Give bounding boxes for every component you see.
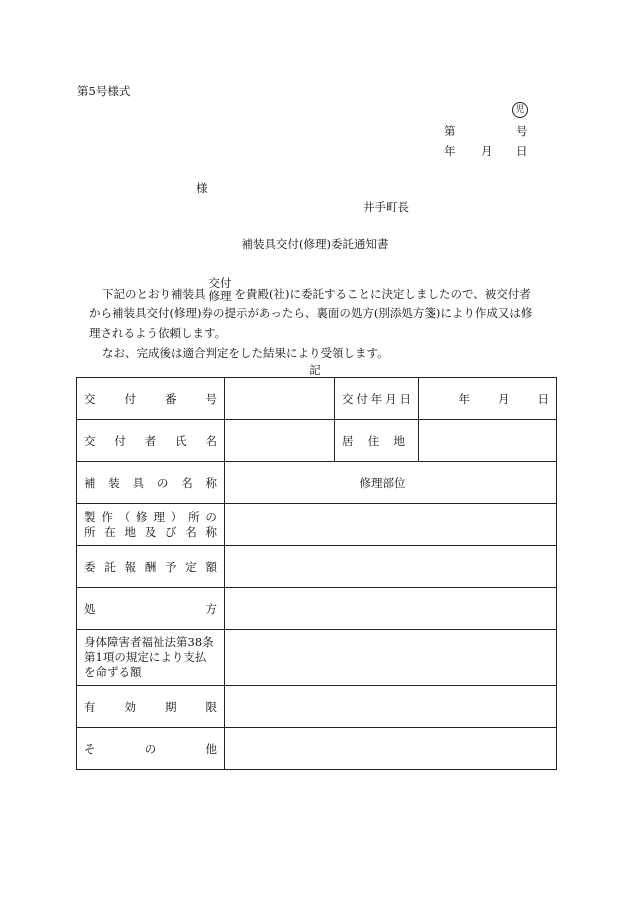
other-label bbox=[77, 728, 225, 770]
label-char: 及 bbox=[144, 524, 157, 539]
label-char: 月 bbox=[498, 391, 510, 406]
label-char: 交 bbox=[84, 433, 96, 448]
table-row bbox=[77, 504, 557, 546]
maker-line-1 bbox=[84, 510, 217, 525]
label-char: （ bbox=[118, 509, 131, 524]
date-month: 月 bbox=[481, 144, 493, 158]
body-line-4: なお、完成後は適合判定をした結果により受領します。 bbox=[102, 346, 389, 360]
label-char: 補 bbox=[84, 475, 96, 490]
law-line-2: 第1項の規定により支払 bbox=[84, 650, 207, 664]
label-char: 氏 bbox=[175, 433, 187, 448]
device-name-label bbox=[77, 462, 225, 504]
issue-date-label bbox=[335, 378, 419, 420]
body-line-1-post: を貴殿(社)に委託することに決定しましたので、被交付者 bbox=[234, 287, 531, 301]
law-line-1: 身体障害者福祉法第38条 bbox=[84, 635, 214, 649]
label-char: 効 bbox=[124, 699, 136, 714]
repair-part-label: 修理部位 bbox=[225, 462, 557, 504]
label-char: 報 bbox=[124, 559, 136, 574]
label-char: 限 bbox=[205, 699, 217, 714]
label-char: 製 bbox=[84, 509, 96, 524]
table-row bbox=[77, 420, 557, 462]
label-char: 称 bbox=[205, 524, 217, 539]
issue-number-field[interactable] bbox=[225, 378, 335, 420]
label-char: 在 bbox=[104, 524, 116, 539]
label-char: 交 bbox=[342, 391, 354, 406]
table-row bbox=[77, 728, 557, 770]
label-char: 託 bbox=[104, 559, 116, 574]
label-char: 修 bbox=[136, 509, 148, 524]
document-title: 補装具交付(修理)委託通知書 bbox=[241, 237, 389, 251]
label-char: の bbox=[156, 475, 169, 490]
seal-mark: 児 bbox=[512, 102, 528, 118]
label-char: 年 bbox=[458, 391, 470, 406]
label-char: び bbox=[165, 524, 177, 539]
recipient-name-label bbox=[77, 420, 225, 462]
label-char: 理 bbox=[153, 509, 165, 524]
label-char: 住 bbox=[367, 433, 380, 448]
label-char: 地 bbox=[393, 433, 405, 448]
label-char: 額 bbox=[205, 559, 217, 574]
table-row bbox=[77, 686, 557, 728]
table-row bbox=[77, 462, 557, 504]
label-char: 付 bbox=[356, 391, 368, 406]
sender: 井手町長 bbox=[363, 200, 409, 214]
label-char: そ bbox=[84, 741, 96, 756]
label-char: 名 bbox=[181, 475, 193, 490]
form-number: 第5号様式 bbox=[77, 84, 131, 98]
prescription-label bbox=[77, 588, 225, 630]
date-day: 日 bbox=[516, 144, 528, 158]
label-char: 号 bbox=[205, 391, 217, 406]
label-char: 処 bbox=[84, 601, 96, 616]
label-char: 他 bbox=[205, 741, 217, 756]
addressee-suffix: 様 bbox=[196, 181, 208, 195]
issue-date-field[interactable] bbox=[419, 378, 557, 420]
other-field[interactable] bbox=[225, 728, 557, 770]
date-year: 年 bbox=[444, 144, 456, 158]
label-char: ） bbox=[170, 509, 183, 524]
maker-field[interactable] bbox=[225, 504, 557, 546]
label-char: 付 bbox=[114, 433, 126, 448]
validity-field[interactable] bbox=[225, 686, 557, 728]
law-line-3: を命ずる額 bbox=[84, 665, 142, 679]
label-char: 日 bbox=[537, 391, 549, 406]
table-row bbox=[77, 378, 557, 420]
issue-number-label bbox=[77, 378, 225, 420]
label-char: 有 bbox=[84, 699, 96, 714]
delivery-repair-stack bbox=[209, 277, 232, 303]
body-line-3: 理されるよう依頼します。 bbox=[89, 326, 227, 340]
label-char: 作 bbox=[101, 509, 113, 524]
label-char: 名 bbox=[185, 524, 197, 539]
residence-field[interactable] bbox=[419, 420, 557, 462]
label-char: 方 bbox=[205, 601, 217, 616]
label-char: 称 bbox=[205, 475, 217, 490]
maker-label bbox=[77, 504, 225, 546]
payment-law-label bbox=[77, 630, 225, 686]
label-char: 居 bbox=[342, 433, 354, 448]
body-line-2: から補装具交付(修理)券の提示があったら、裏面の処方(別添処方箋)により作成又は修 bbox=[89, 306, 533, 320]
label-char: 酬 bbox=[144, 559, 157, 574]
fee-field[interactable] bbox=[225, 546, 557, 588]
label-char: 期 bbox=[165, 699, 177, 714]
validity-label bbox=[77, 686, 225, 728]
residence-label bbox=[335, 420, 419, 462]
label-char: 日 bbox=[399, 391, 411, 406]
label-char: 装 bbox=[108, 475, 120, 490]
label-char: 月 bbox=[385, 391, 397, 406]
table-row bbox=[77, 546, 557, 588]
label-char: 番 bbox=[165, 391, 177, 406]
label-char: 年 bbox=[370, 391, 383, 406]
label-char: 定 bbox=[185, 559, 197, 574]
recipient-name-field[interactable] bbox=[225, 420, 335, 462]
body-line-1 bbox=[102, 276, 531, 307]
stack-top: 交付 bbox=[208, 276, 232, 290]
label-char: の bbox=[144, 741, 157, 756]
label-char: 所 bbox=[84, 524, 96, 539]
body-line-1-pre: 下記のとおり補装具 bbox=[102, 287, 206, 301]
ki-heading: 記 bbox=[309, 363, 321, 377]
label-char: の bbox=[205, 509, 217, 524]
maker-line-2 bbox=[84, 525, 217, 540]
label-char: 名 bbox=[205, 433, 217, 448]
label-char: 予 bbox=[165, 559, 177, 574]
label-char: 者 bbox=[144, 433, 157, 448]
fee-label bbox=[77, 546, 225, 588]
label-char: 付 bbox=[124, 391, 136, 406]
label-char: 具 bbox=[132, 475, 145, 490]
table-row bbox=[77, 630, 557, 686]
stack-bottom: 修理 bbox=[208, 289, 232, 303]
label-char: 交 bbox=[84, 391, 96, 406]
payment-field[interactable] bbox=[225, 630, 557, 686]
label-char: 所 bbox=[188, 509, 200, 524]
number-suffix: 号 bbox=[516, 124, 528, 138]
table-row bbox=[77, 588, 557, 630]
details-table bbox=[76, 377, 557, 770]
prescription-field[interactable] bbox=[225, 588, 557, 630]
label-char: 委 bbox=[84, 559, 96, 574]
label-char: 地 bbox=[124, 524, 136, 539]
number-prefix: 第 bbox=[444, 124, 456, 138]
